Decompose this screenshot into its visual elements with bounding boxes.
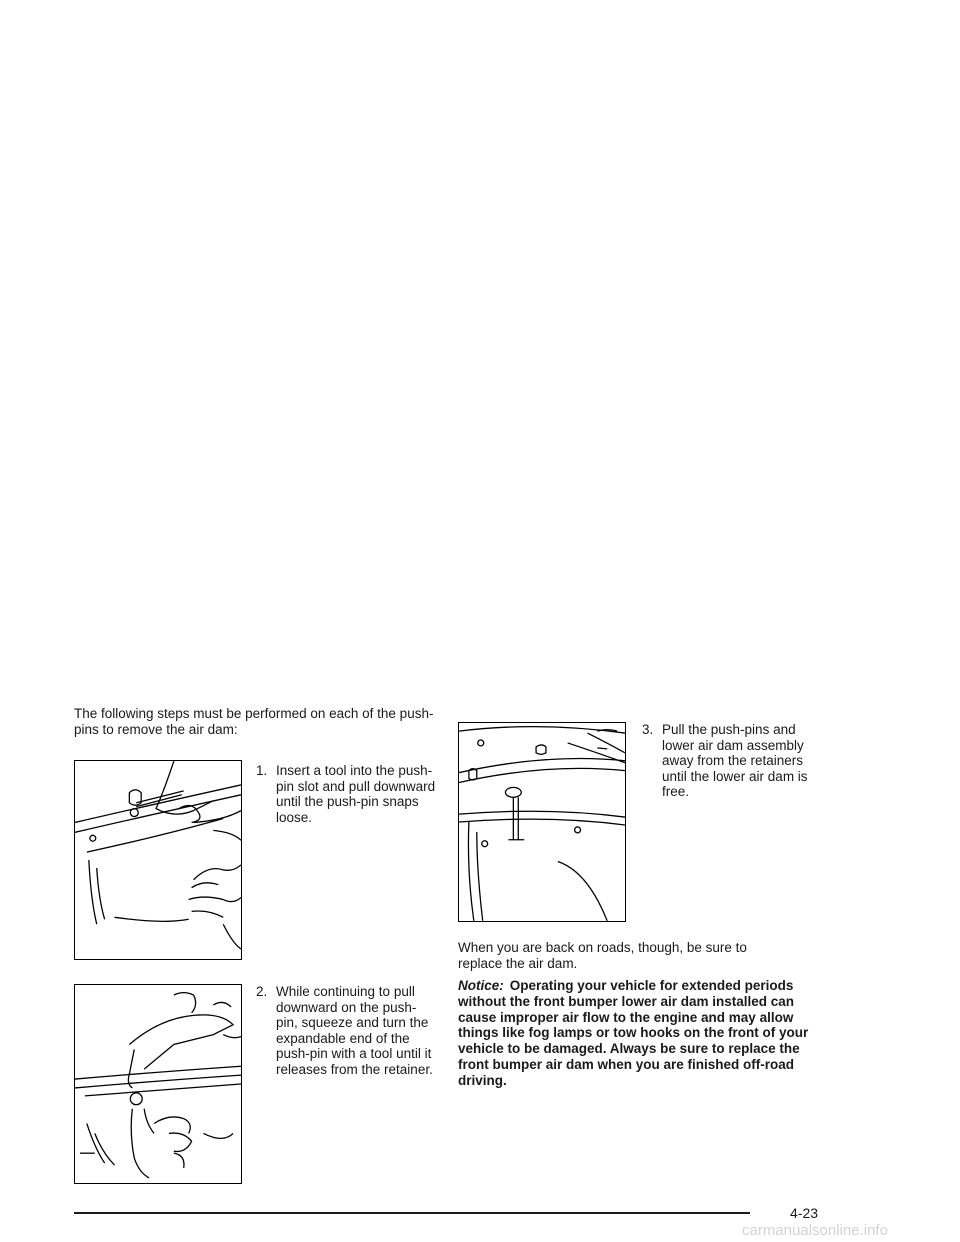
notice-block [458, 978, 818, 1089]
hand-tool-illustration-2 [75, 985, 241, 1183]
page-number: 4-23 [790, 1205, 819, 1221]
air-dam-illustration-3 [459, 723, 625, 921]
step-2 [256, 984, 436, 1077]
intro-paragraph: The following steps must be performed on each of the push-pins to remove the air dam: [74, 706, 434, 737]
step-1-number: 1. [256, 763, 268, 778]
figure-step-3 [458, 722, 626, 922]
notice-text: Operating your vehicle for extended periods without the front bumper lower air dam installed can cause improper air flow to the engine and may allow things like fog lamps or tow hooks on the front of your vehicle to be damaged. Always be sure to replace the front bumper air dam when you are finished off-road driving. [458, 978, 809, 1088]
step-1 [256, 763, 436, 825]
step-1-text: Insert a tool into the push-pin slot and pull downward until the push-pin snaps loose. [276, 763, 436, 825]
step-3-text: Pull the push-pins and lower air dam assembly away from the retainers until the lower air dam is free. [662, 722, 808, 799]
notice-label: Notice: [458, 978, 504, 993]
step-2-number: 2. [256, 984, 268, 999]
hand-tool-illustration-1 [75, 761, 241, 959]
watermark: carmanualsonline.info [742, 1222, 888, 1239]
step-2-text: While continuing to pull downward on the push-pin, squeeze and turn the expandable end of the push-pin with a tool until it releases from the retainer. [276, 984, 433, 1077]
step-3-number: 3. [642, 722, 654, 737]
figure-step-1 [74, 760, 242, 960]
step-3 [642, 722, 822, 800]
figure-step-2 [74, 984, 242, 1184]
footer-rule [74, 1212, 750, 1214]
replace-paragraph: When you are back on roads, though, be sure to replace the air dam. [458, 940, 747, 971]
